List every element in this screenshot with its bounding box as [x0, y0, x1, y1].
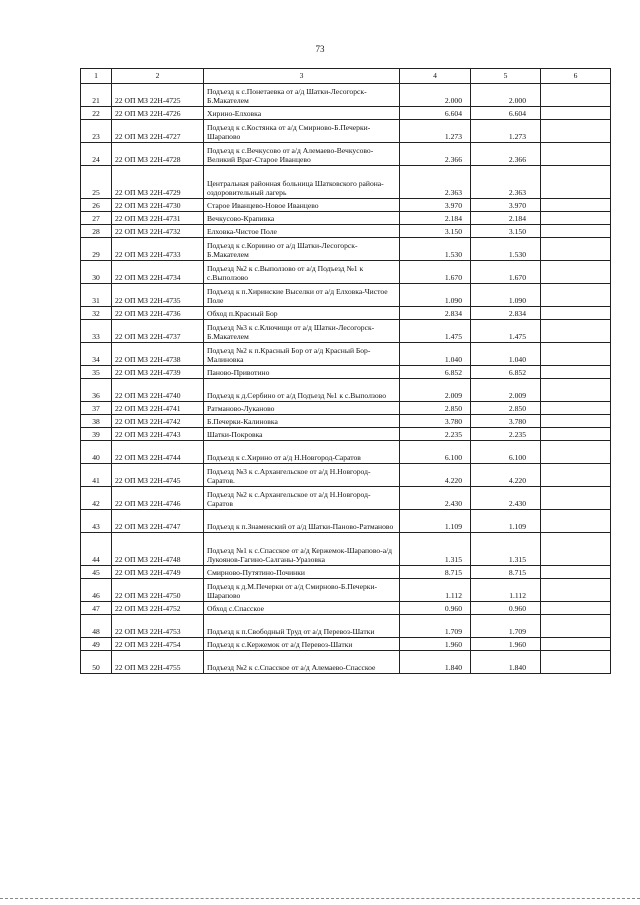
row-number: 27	[81, 212, 112, 225]
empty-cell	[541, 566, 611, 579]
header-col-4: 4	[400, 69, 471, 84]
road-length-total: 1.670	[471, 261, 541, 284]
road-id: 22 ОП МЗ 22Н-4745	[112, 464, 204, 487]
road-length-total: 1.475	[471, 320, 541, 343]
road-name: Подъезд №1 к с.Спасское от а/д Кержемок-Шарапово-а/д Лукоянов-Гагино-Салганы-Уразовка	[204, 533, 400, 566]
road-length-total: 1.960	[471, 638, 541, 651]
empty-cell	[541, 428, 611, 441]
road-length-total: 3.150	[471, 225, 541, 238]
table-row	[81, 487, 611, 510]
road-length-total: 2.184	[471, 212, 541, 225]
table-row	[81, 343, 611, 366]
table-row	[81, 602, 611, 615]
table-row	[81, 107, 611, 120]
empty-cell	[541, 343, 611, 366]
road-length: 2.184	[400, 212, 471, 225]
table-row	[81, 441, 611, 464]
table-row	[81, 320, 611, 343]
road-length: 4.220	[400, 464, 471, 487]
table-row	[81, 199, 611, 212]
road-length: 3.780	[400, 415, 471, 428]
road-length-total: 1.112	[471, 579, 541, 602]
road-length: 2.363	[400, 166, 471, 199]
page-number: 73	[315, 44, 325, 54]
road-name: Подъезд №2 к с.Архангельское от а/д Н.Новгород-Саратов	[204, 487, 400, 510]
row-number: 30	[81, 261, 112, 284]
road-length: 2.009	[400, 379, 471, 402]
road-name: Елховка-Чистое Поле	[204, 225, 400, 238]
road-name: Подъезд к с.Вечкусово от а/д Алемаево-Вечкусово-Великий Враг-Старое Иванцево	[204, 143, 400, 166]
road-name: Подъезд к с.Кержемок от а/д Перевоз-Шатки	[204, 638, 400, 651]
road-length-total: 1.090	[471, 284, 541, 307]
road-name: Подъезд №3 к с.Ключищи от а/д Шатки-Лесогорск-Б.Макателем	[204, 320, 400, 343]
header-col-2: 2	[112, 69, 204, 84]
table-row	[81, 120, 611, 143]
road-id: 22 ОП МЗ 22Н-4725	[112, 84, 204, 107]
road-length: 1.709	[400, 615, 471, 638]
road-name: Ратманово-Луканово	[204, 402, 400, 415]
road-length-total: 4.220	[471, 464, 541, 487]
road-name: Подъезд к с.Костянка от а/д Смирново-Б.Печерки-Шарапово	[204, 120, 400, 143]
road-length-total: 2.430	[471, 487, 541, 510]
road-length: 0.960	[400, 602, 471, 615]
road-id: 22 ОП МЗ 22Н-4748	[112, 533, 204, 566]
row-number: 40	[81, 441, 112, 464]
road-name: Подъезд к п.Хиринские Выселки от а/д Елховка-Чистое Поле	[204, 284, 400, 307]
road-length-total: 2.834	[471, 307, 541, 320]
row-number: 34	[81, 343, 112, 366]
road-length-total: 2.009	[471, 379, 541, 402]
road-length: 1.090	[400, 284, 471, 307]
table-row	[81, 402, 611, 415]
empty-cell	[541, 651, 611, 674]
empty-cell	[541, 615, 611, 638]
row-number: 37	[81, 402, 112, 415]
road-id: 22 ОП МЗ 22Н-4744	[112, 441, 204, 464]
road-name: Подъезд №3 к с.Архангельское от а/д Н.Новгород-Саратов.	[204, 464, 400, 487]
empty-cell	[541, 602, 611, 615]
road-id: 22 ОП МЗ 22Н-4747	[112, 510, 204, 533]
header-col-5: 5	[471, 69, 541, 84]
road-length: 1.109	[400, 510, 471, 533]
empty-cell	[541, 120, 611, 143]
road-name: Обход с.Спасское	[204, 602, 400, 615]
road-length-total: 2.366	[471, 143, 541, 166]
road-length: 1.840	[400, 651, 471, 674]
road-length-total: 1.840	[471, 651, 541, 674]
road-name: Подъезд к с.Хирино от а/д Н.Новгород-Саратов	[204, 441, 400, 464]
empty-cell	[541, 212, 611, 225]
header-col-1: 1	[81, 69, 112, 84]
road-length: 2.235	[400, 428, 471, 441]
table-row	[81, 225, 611, 238]
empty-cell	[541, 143, 611, 166]
road-name: Подъезд к д.Сербино от а/д Подъезд №1 к с.Выползово	[204, 379, 400, 402]
road-id: 22 ОП МЗ 22Н-4754	[112, 638, 204, 651]
road-id: 22 ОП МЗ 22Н-4737	[112, 320, 204, 343]
road-id: 22 ОП МЗ 22Н-4739	[112, 366, 204, 379]
road-name: Подъезд к п.Знаменский от а/д Шатки-Паново-Ратманово	[204, 510, 400, 533]
row-number: 44	[81, 533, 112, 566]
row-number: 25	[81, 166, 112, 199]
table-row	[81, 379, 611, 402]
row-number: 41	[81, 464, 112, 487]
road-id: 22 ОП МЗ 22Н-4733	[112, 238, 204, 261]
table-row	[81, 166, 611, 199]
row-number: 50	[81, 651, 112, 674]
road-length: 1.530	[400, 238, 471, 261]
row-number: 22	[81, 107, 112, 120]
road-id: 22 ОП МЗ 22Н-4740	[112, 379, 204, 402]
empty-cell	[541, 225, 611, 238]
table-row	[81, 84, 611, 107]
table-row	[81, 651, 611, 674]
empty-cell	[541, 366, 611, 379]
road-length-total: 1.109	[471, 510, 541, 533]
empty-cell	[541, 307, 611, 320]
row-number: 46	[81, 579, 112, 602]
table-row	[81, 638, 611, 651]
table-row	[81, 579, 611, 602]
empty-cell	[541, 379, 611, 402]
road-length: 2.850	[400, 402, 471, 415]
row-number: 31	[81, 284, 112, 307]
road-name: Подъезд №2 к с.Спасское от а/д Алемаево-Спасское	[204, 651, 400, 674]
empty-cell	[541, 166, 611, 199]
road-id: 22 ОП МЗ 22Н-4732	[112, 225, 204, 238]
road-id: 22 ОП МЗ 22Н-4731	[112, 212, 204, 225]
road-length: 2.366	[400, 143, 471, 166]
road-name: Подъезд №2 к п.Красный Бор от а/д Красный Бор-Малиновка	[204, 343, 400, 366]
road-length-total: 2.363	[471, 166, 541, 199]
road-name: Вечкусово-Крапивка	[204, 212, 400, 225]
road-length-total: 1.709	[471, 615, 541, 638]
road-length-total: 1.530	[471, 238, 541, 261]
road-length-total: 2.000	[471, 84, 541, 107]
road-length-total: 3.780	[471, 415, 541, 428]
header-col-3: 3	[204, 69, 400, 84]
row-number: 29	[81, 238, 112, 261]
road-length-total: 0.960	[471, 602, 541, 615]
road-length: 1.112	[400, 579, 471, 602]
empty-cell	[541, 84, 611, 107]
row-number: 24	[81, 143, 112, 166]
road-length: 1.273	[400, 120, 471, 143]
road-id: 22 ОП МЗ 22Н-4755	[112, 651, 204, 674]
road-length-total: 3.970	[471, 199, 541, 212]
table-row	[81, 510, 611, 533]
empty-cell	[541, 579, 611, 602]
road-length-total: 6.604	[471, 107, 541, 120]
road-length: 3.150	[400, 225, 471, 238]
road-length: 1.315	[400, 533, 471, 566]
road-name: Старое Иванцево-Новое Иванцево	[204, 199, 400, 212]
road-length: 3.970	[400, 199, 471, 212]
empty-cell	[541, 320, 611, 343]
road-length: 6.852	[400, 366, 471, 379]
row-number: 48	[81, 615, 112, 638]
road-name: Подъезд к с.Кориино от а/д Шатки-Лесогорск-Б.Макателем	[204, 238, 400, 261]
road-length-total: 1.273	[471, 120, 541, 143]
road-id: 22 ОП МЗ 22Н-4726	[112, 107, 204, 120]
road-id: 22 ОП МЗ 22Н-4729	[112, 166, 204, 199]
road-length: 2.430	[400, 487, 471, 510]
empty-cell	[541, 510, 611, 533]
empty-cell	[541, 199, 611, 212]
row-number: 43	[81, 510, 112, 533]
table-row	[81, 428, 611, 441]
road-name: Смирново-Путятино-Починки	[204, 566, 400, 579]
road-id: 22 ОП МЗ 22Н-4738	[112, 343, 204, 366]
road-id: 22 ОП МЗ 22Н-4749	[112, 566, 204, 579]
table-row	[81, 366, 611, 379]
road-length: 1.040	[400, 343, 471, 366]
row-number: 26	[81, 199, 112, 212]
empty-cell	[541, 441, 611, 464]
row-number: 39	[81, 428, 112, 441]
road-length-total: 6.852	[471, 366, 541, 379]
road-length: 2.834	[400, 307, 471, 320]
road-name: Подъезд к п.Свободный Труд от а/д Перевоз-Шатки	[204, 615, 400, 638]
road-length-total: 1.040	[471, 343, 541, 366]
row-number: 32	[81, 307, 112, 320]
table-row	[81, 143, 611, 166]
table-row	[81, 212, 611, 225]
table-row	[81, 261, 611, 284]
road-name: Хирино-Елховка	[204, 107, 400, 120]
row-number: 28	[81, 225, 112, 238]
empty-cell	[541, 464, 611, 487]
empty-cell	[541, 238, 611, 261]
table-body	[81, 84, 611, 674]
empty-cell	[541, 402, 611, 415]
row-number: 38	[81, 415, 112, 428]
road-name: Подъезд к с.Понетаевка от а/д Шатки-Лесогорск-Б.Макателем	[204, 84, 400, 107]
road-id: 22 ОП МЗ 22Н-4742	[112, 415, 204, 428]
row-number: 33	[81, 320, 112, 343]
road-name: Подъезд к д.М.Печерки от а/д Смирново-Б.Печерки-Шарапово	[204, 579, 400, 602]
road-id: 22 ОП МЗ 22Н-4734	[112, 261, 204, 284]
road-name: Обход п.Красный Бор	[204, 307, 400, 320]
road-length-total: 8.715	[471, 566, 541, 579]
row-number: 49	[81, 638, 112, 651]
empty-cell	[541, 261, 611, 284]
table-row	[81, 415, 611, 428]
road-name: Б.Печерки-Калиновка	[204, 415, 400, 428]
road-length: 1.670	[400, 261, 471, 284]
road-name: Шатки-Покровка	[204, 428, 400, 441]
table-row	[81, 533, 611, 566]
scan-edge-line	[0, 898, 640, 900]
empty-cell	[541, 487, 611, 510]
empty-cell	[541, 415, 611, 428]
table-header-row	[81, 69, 611, 84]
road-length-total: 6.100	[471, 441, 541, 464]
road-id: 22 ОП МЗ 22Н-4750	[112, 579, 204, 602]
table-row	[81, 238, 611, 261]
empty-cell	[541, 638, 611, 651]
road-id: 22 ОП МЗ 22Н-4736	[112, 307, 204, 320]
road-id: 22 ОП МЗ 22Н-4741	[112, 402, 204, 415]
road-id: 22 ОП МЗ 22Н-4728	[112, 143, 204, 166]
header-col-6: 6	[541, 69, 611, 84]
road-id: 22 ОП МЗ 22Н-4730	[112, 199, 204, 212]
road-length-total: 2.235	[471, 428, 541, 441]
road-id: 22 ОП МЗ 22Н-4746	[112, 487, 204, 510]
road-name: Центральная районная больница Шатковского района-оздоровительный лагерь	[204, 166, 400, 199]
row-number: 21	[81, 84, 112, 107]
road-length: 2.000	[400, 84, 471, 107]
roads-table	[80, 68, 611, 674]
empty-cell	[541, 284, 611, 307]
road-name: Подъезд №2 к с.Выползово от а/д Подъезд №1 к с.Выползово	[204, 261, 400, 284]
road-length: 1.960	[400, 638, 471, 651]
row-number: 36	[81, 379, 112, 402]
road-name: Паново-Привотино	[204, 366, 400, 379]
road-id: 22 ОП МЗ 22Н-4743	[112, 428, 204, 441]
road-id: 22 ОП МЗ 22Н-4752	[112, 602, 204, 615]
empty-cell	[541, 533, 611, 566]
road-length: 1.475	[400, 320, 471, 343]
row-number: 42	[81, 487, 112, 510]
row-number: 23	[81, 120, 112, 143]
table-row	[81, 615, 611, 638]
table-row	[81, 566, 611, 579]
road-length-total: 1.315	[471, 533, 541, 566]
table-row	[81, 284, 611, 307]
empty-cell	[541, 107, 611, 120]
table-row	[81, 307, 611, 320]
road-id: 22 ОП МЗ 22Н-4753	[112, 615, 204, 638]
road-length: 8.715	[400, 566, 471, 579]
road-length-total: 2.850	[471, 402, 541, 415]
row-number: 45	[81, 566, 112, 579]
road-length: 6.100	[400, 441, 471, 464]
road-id: 22 ОП МЗ 22Н-4735	[112, 284, 204, 307]
road-id: 22 ОП МЗ 22Н-4727	[112, 120, 204, 143]
row-number: 35	[81, 366, 112, 379]
road-length: 6.604	[400, 107, 471, 120]
table-row	[81, 464, 611, 487]
row-number: 47	[81, 602, 112, 615]
